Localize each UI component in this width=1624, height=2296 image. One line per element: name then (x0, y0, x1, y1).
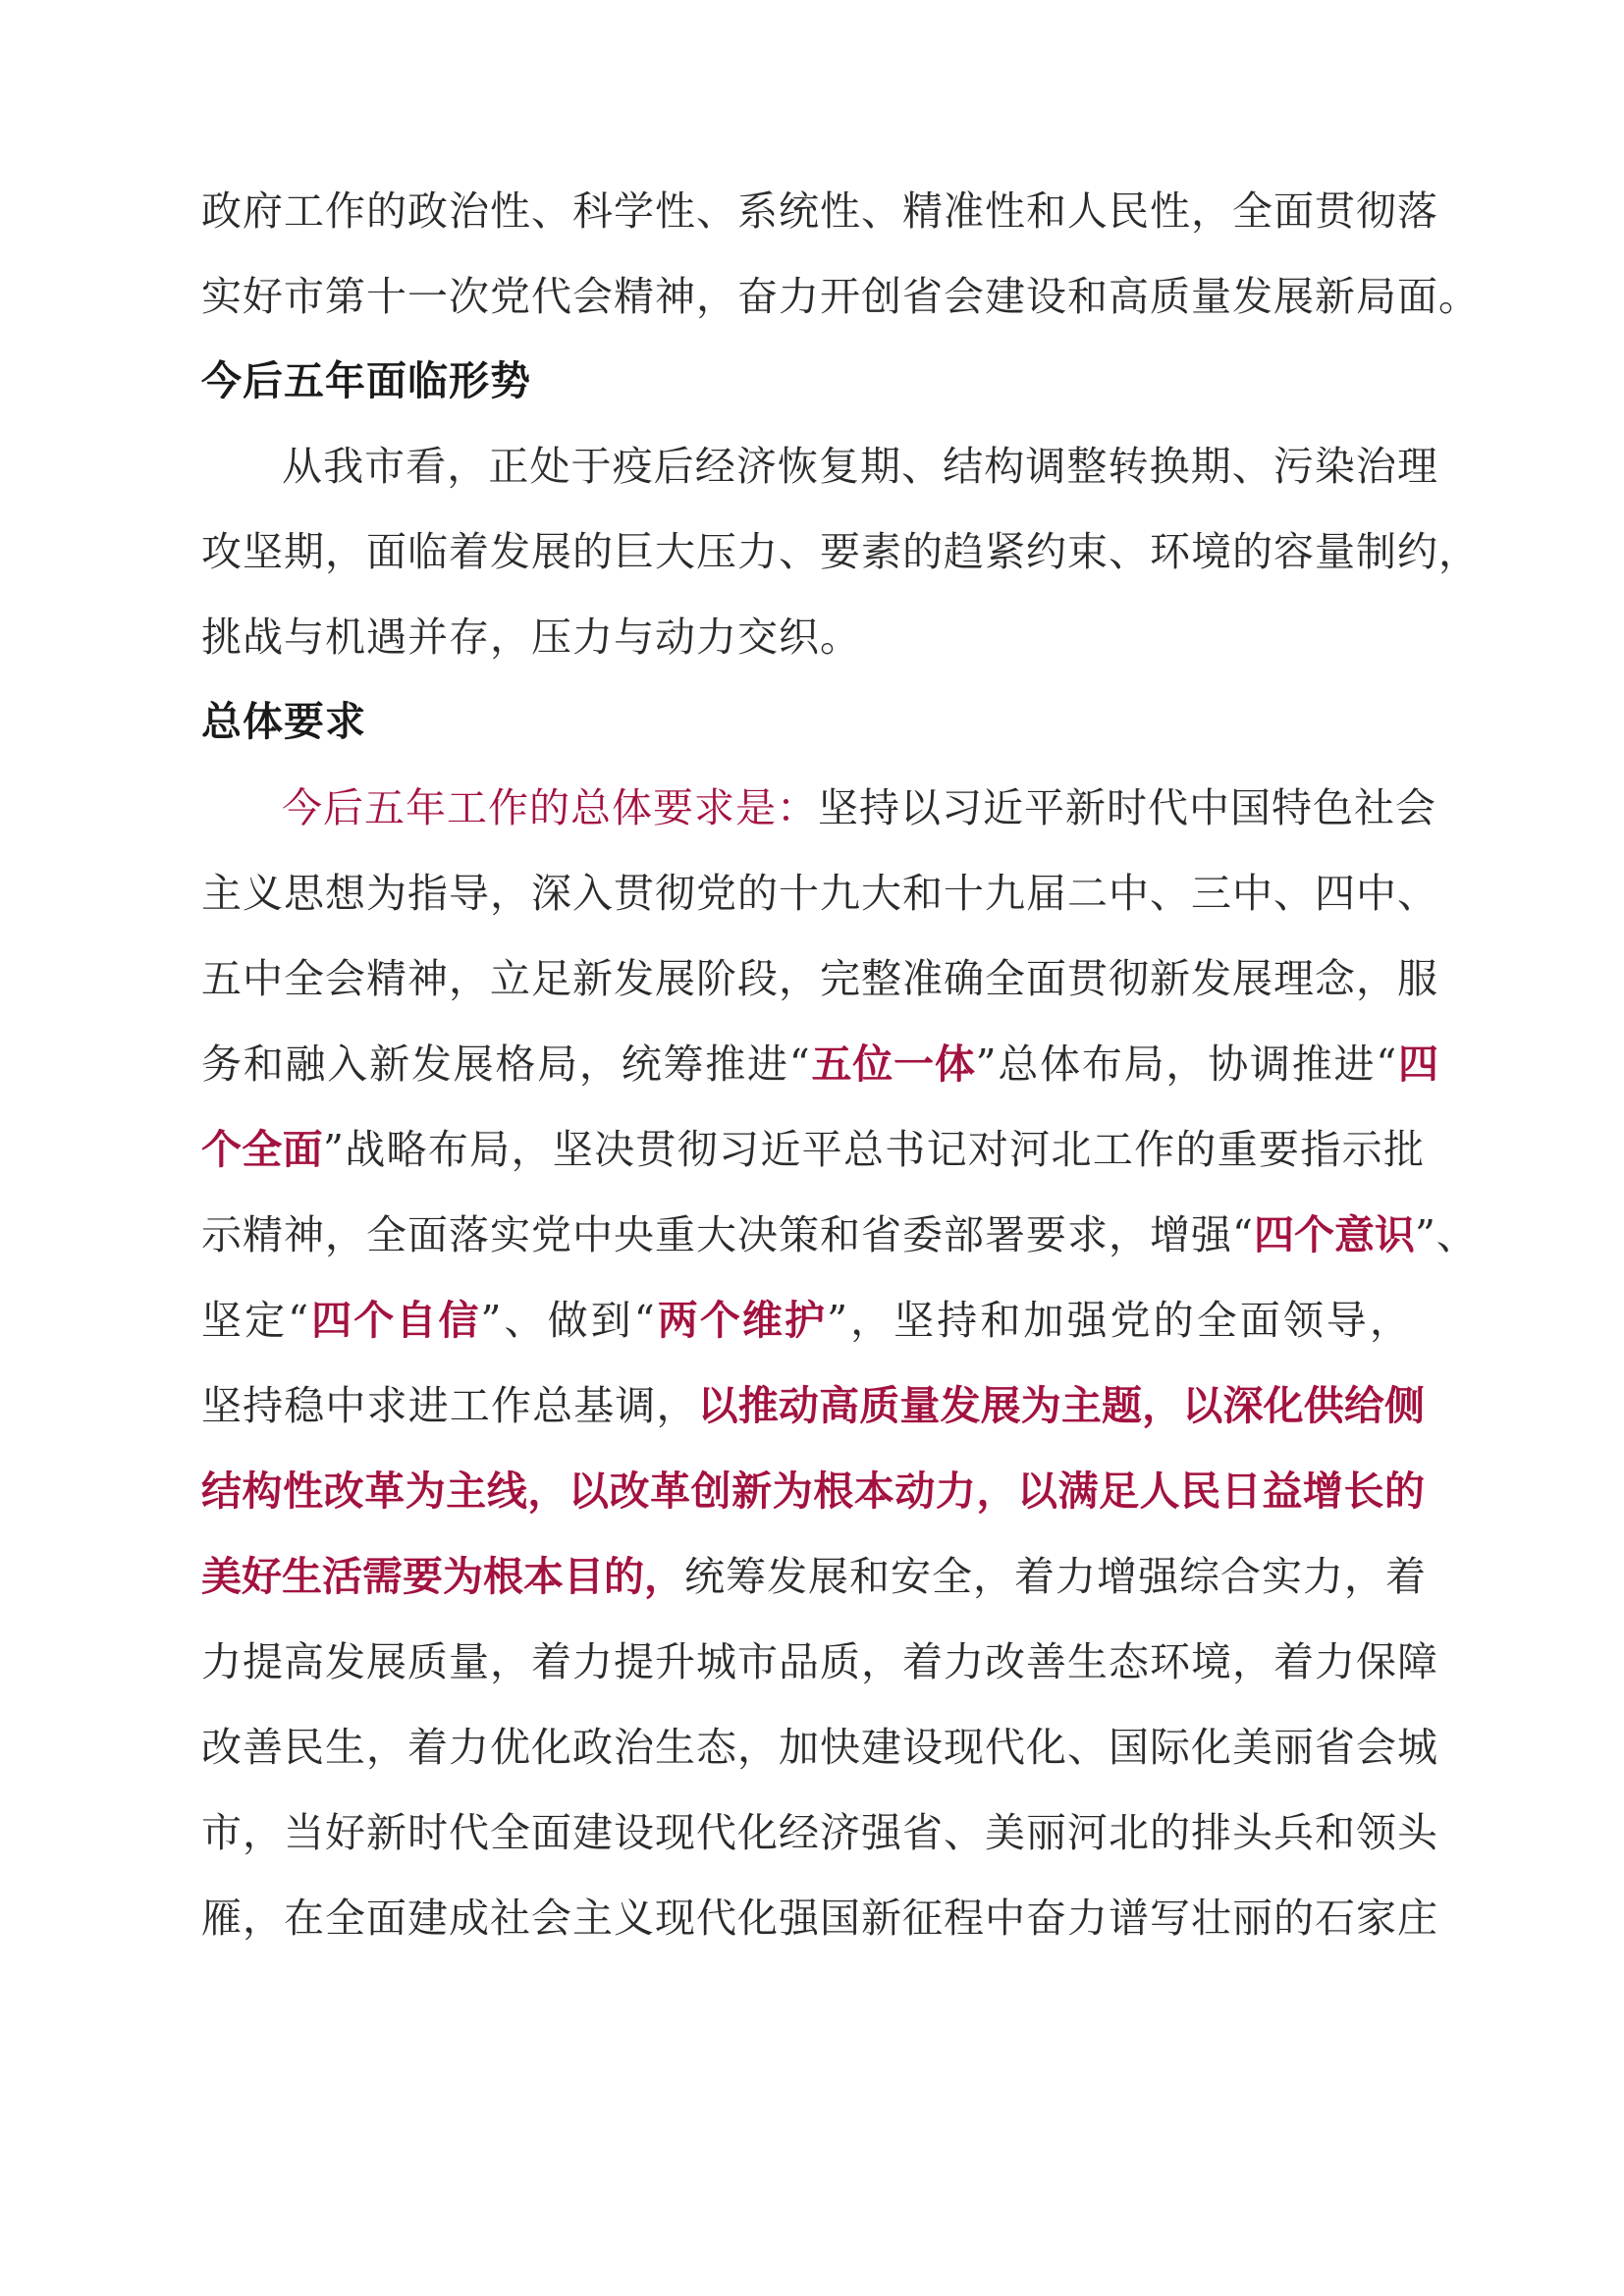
para3-text: ”，坚持和加强党的全面领导， (827, 1297, 1411, 1344)
highlight-term: 两个维护 (655, 1297, 828, 1344)
para3-line-3: 五中全会精神，立足新发展阶段，完整准确全面贯彻新发展理念，服 (201, 955, 1438, 1002)
para1-line-2: 实好市第十一次党代会精神，奋力开创省会建设和高质量发展新局面。 (201, 273, 1480, 320)
para2-line-3: 挑战与机遇并存，压力与动力交织。 (201, 614, 861, 661)
highlight-term: 四个自信 (309, 1297, 481, 1344)
para3-line-8 (201, 1378, 1425, 1433)
para3-line-7 (201, 1293, 1411, 1348)
highlight-term: 个全面 (201, 1126, 323, 1173)
para3-line-1 (282, 780, 1436, 835)
para3-text: ”、做到“ (480, 1297, 656, 1344)
para3-text: ”战略布局，坚决贯彻习近平总书记对河北工作的重要指示批 (322, 1126, 1425, 1173)
highlight-term: 结构性改革为主线，以改革创新为根本动力，以满足人民日益增长的 (201, 1468, 1425, 1515)
para3-text: 坚定“ (201, 1297, 310, 1344)
para3-text: 统筹发展和安全，着力增强综合实力，着 (684, 1553, 1427, 1600)
highlight-term: 四个意识 (1253, 1211, 1415, 1258)
para3-text: 务和融入新发展格局，统筹推进“ (201, 1041, 811, 1088)
heading-situation: 今后五年面临形势 (201, 357, 531, 404)
highlight-term: 四 (1397, 1041, 1439, 1088)
para3-line-14: 雁，在全面建成社会主义现代化强国新征程中奋力谱写壮丽的石家庄 (201, 1895, 1438, 1942)
highlight-term: 五位一体 (810, 1041, 976, 1088)
requirements-lead: 今后五年工作的总体要求是： (282, 784, 818, 831)
para3-text: 坚持稳中求进工作总基调， (201, 1382, 698, 1429)
para3-text: 示精神，全面落实党中央重大决策和省委部署要求，增强“ (201, 1211, 1254, 1258)
para3-text: ”总体布局，协调推进“ (975, 1041, 1398, 1088)
para3-line-6 (201, 1207, 1478, 1262)
para3-line-11: 力提高发展质量，着力提升城市品质，着力改善生态环境，着力保障 (201, 1638, 1438, 1685)
para2-line-2: 攻坚期，面临着发展的巨大压力、要素的趋紧约束、环境的容量制约， (201, 528, 1480, 575)
para1-line-1: 政府工作的政治性、科学性、系统性、精准性和人民性，全面贯彻落 (201, 187, 1438, 235)
para3-line-9 (201, 1464, 1425, 1519)
highlight-term: 以推动高质量发展为主题，以深化供给侧 (697, 1382, 1425, 1429)
para3-text: ”、 (1414, 1211, 1478, 1258)
para3-line-10 (201, 1549, 1425, 1604)
para3-text: 坚持以习近平新时代中国特色社会 (818, 784, 1436, 831)
para3-line-4 (201, 1037, 1438, 1092)
para3-line-12: 改善民生，着力优化政治生态，加快建设现代化、国际化美丽省会城 (201, 1724, 1438, 1771)
para3-line-13: 市，当好新时代全面建设现代化经济强省、美丽河北的排头兵和领头 (201, 1809, 1438, 1856)
para3-line-2: 主义思想为指导，深入贯彻党的十九大和十九届二中、三中、四中、 (201, 870, 1438, 917)
para3-line-5 (201, 1122, 1425, 1177)
para2-line-1: 从我市看，正处于疫后经济恢复期、结构调整转换期、污染治理 (282, 443, 1438, 490)
heading-requirements: 总体要求 (201, 698, 366, 745)
highlight-term: 美好生活需要为根本目的， (201, 1553, 684, 1600)
